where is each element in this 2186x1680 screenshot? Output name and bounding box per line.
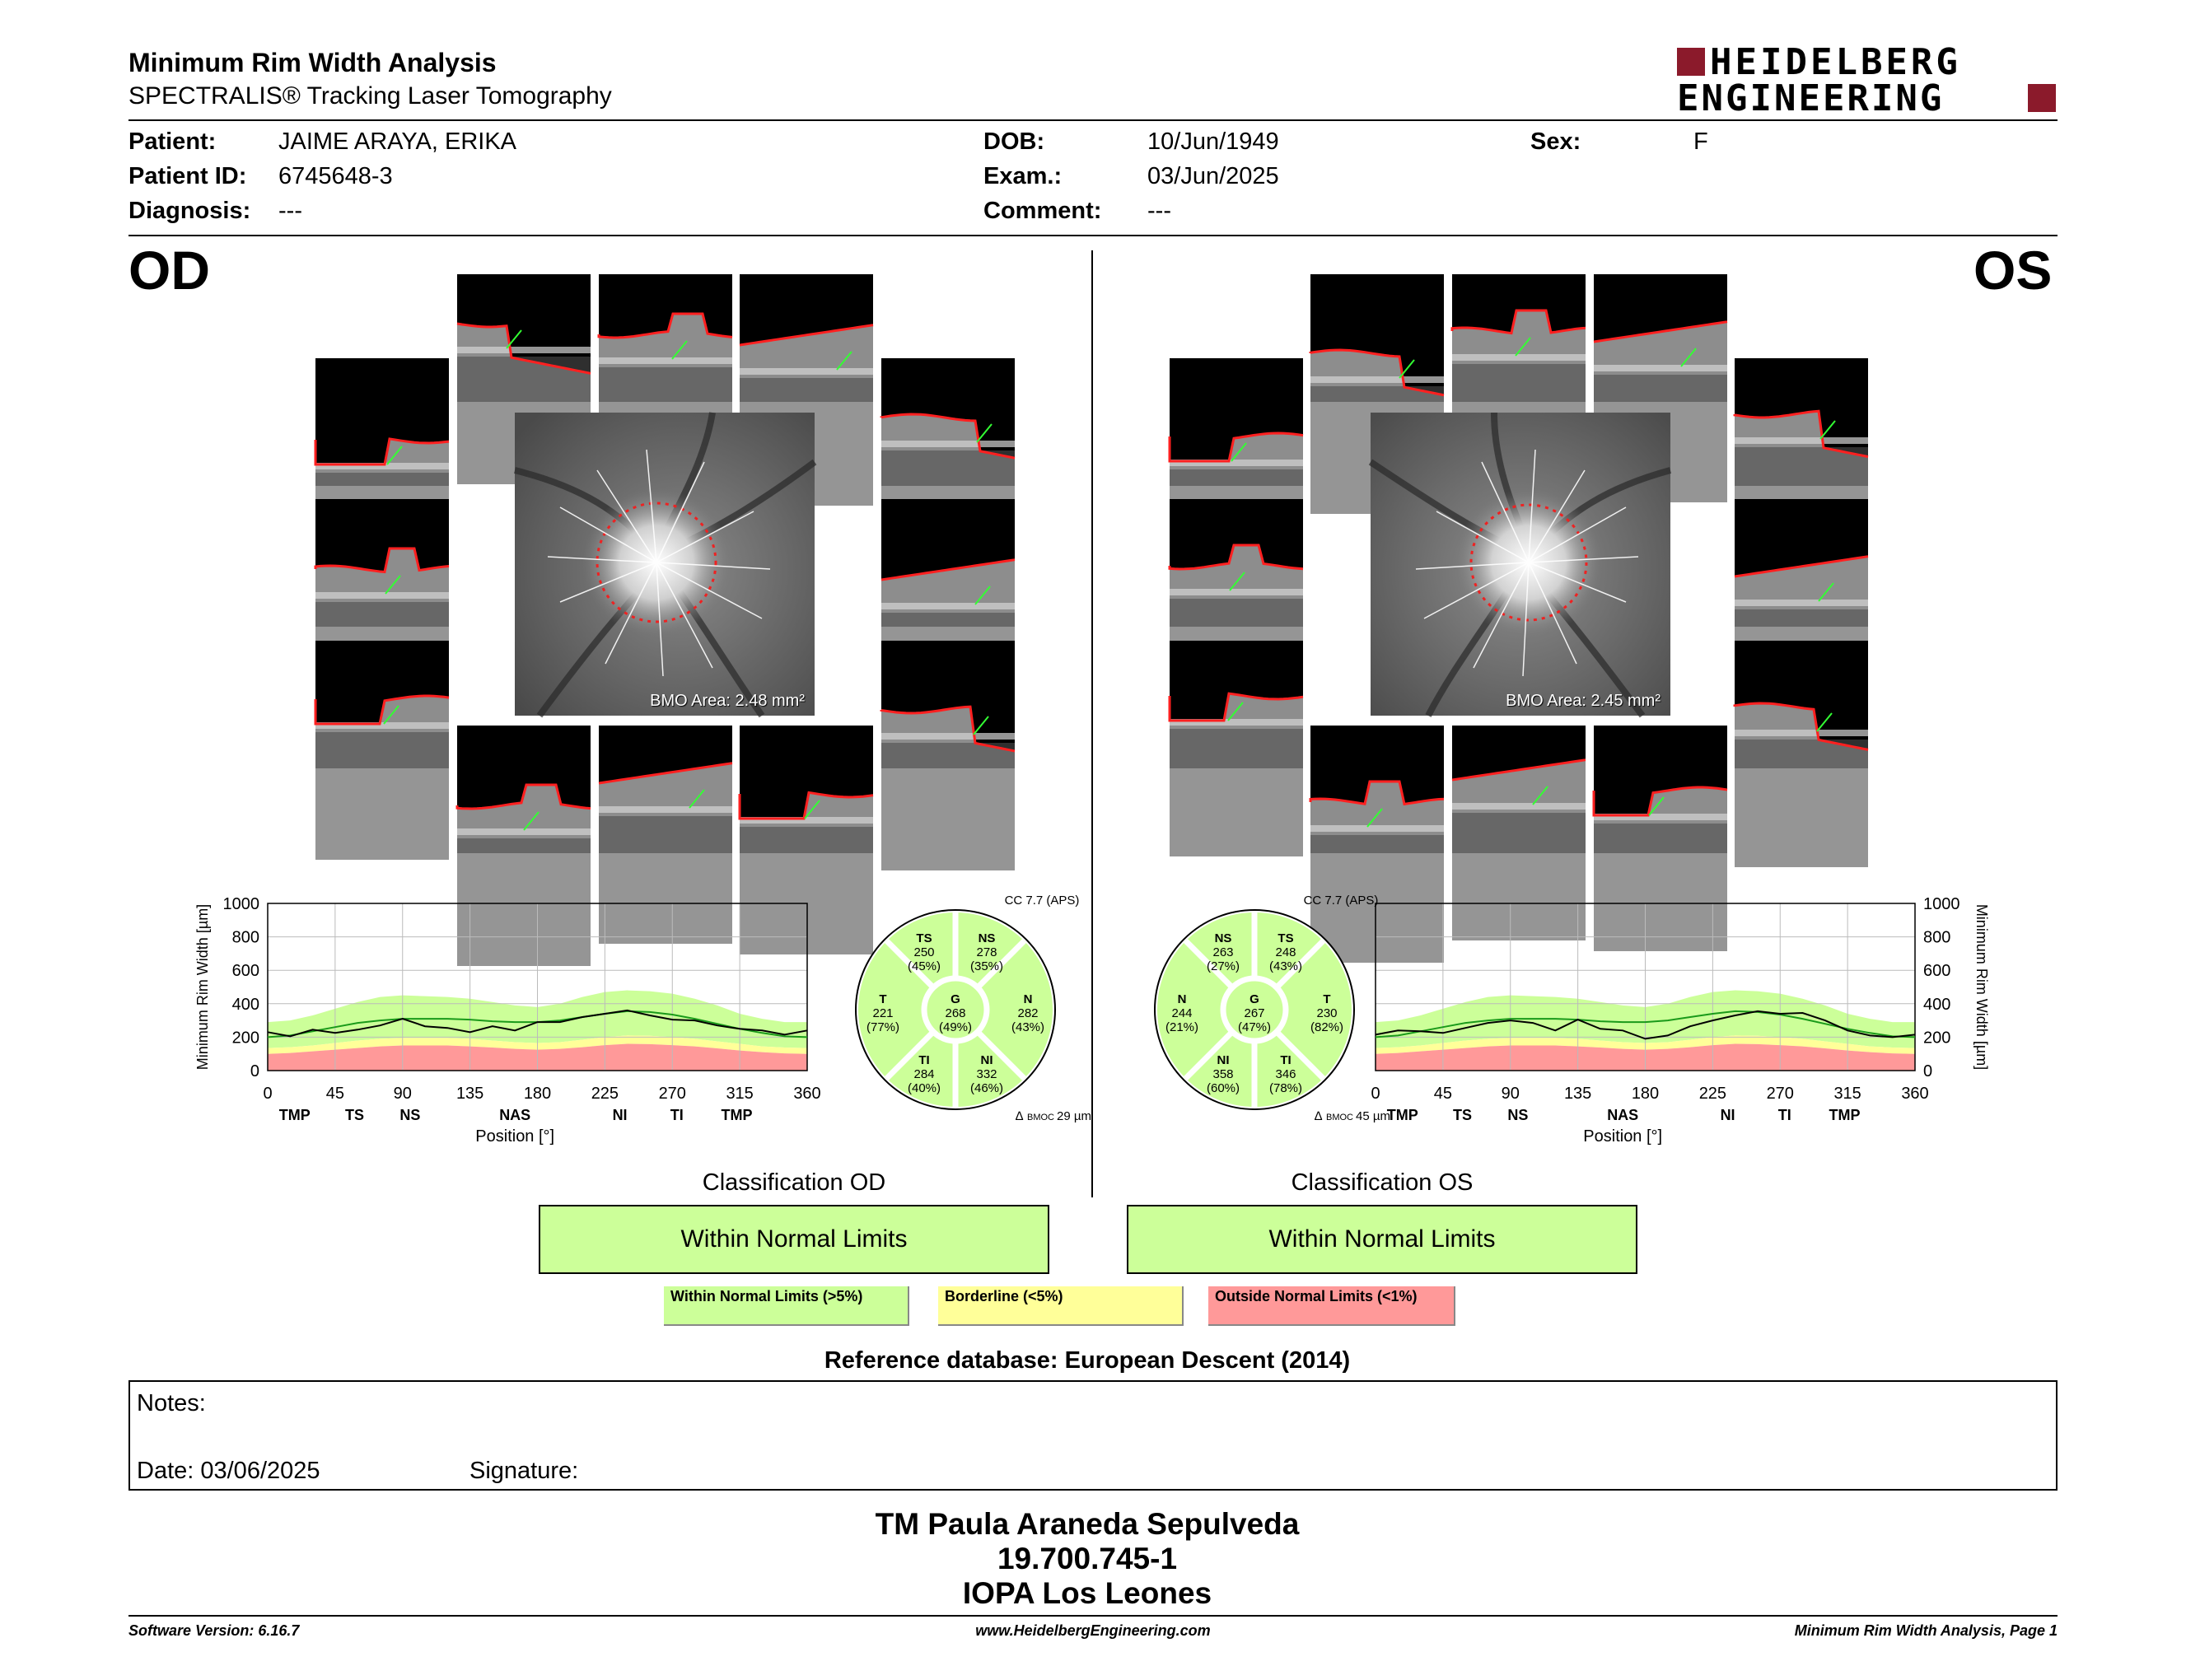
oct-scan-graphic (1735, 641, 1868, 768)
exam-label: Exam.: (983, 163, 1063, 189)
sex: F (1693, 128, 1708, 155)
oct-scan-graphic (881, 358, 1015, 486)
sector-percent: (27%) (1206, 959, 1240, 973)
x-tick-label: 180 (1631, 1085, 1660, 1103)
oct-scan-graphic (315, 499, 449, 627)
oct-deep-layer (1170, 729, 1303, 856)
notes-date: Date: 03/06/2025 (137, 1458, 320, 1484)
legend-outside: Outside Normal Limits (<1%) (1208, 1286, 1455, 1326)
sector-label: G (1249, 992, 1259, 1006)
page-label: Minimum Rim Width Analysis, Page 1 (1794, 1622, 2058, 1639)
y-tick-label: 800 (231, 928, 259, 947)
sector-axis-label: NI (612, 1107, 628, 1123)
patient-id-label: Patient ID: (128, 163, 247, 189)
oct-bscan-od-12 (740, 726, 873, 853)
y-tick-label: 600 (231, 962, 259, 981)
diagnosis: --- (278, 198, 302, 224)
bmoc-label: BMOC (1027, 1113, 1054, 1122)
oct-deep-layer (1735, 740, 1868, 867)
oct-rpe-band (1170, 589, 1303, 595)
oct-scan-graphic (881, 499, 1015, 627)
y-tick-label: 200 (1923, 1029, 1951, 1048)
logo-text-1: HEIDELBERG (1710, 41, 1961, 83)
sector-label: NI (1217, 1053, 1230, 1067)
oct-scan-graphic (315, 358, 449, 486)
sector-value: 230 (1316, 1006, 1338, 1020)
oct-scan-graphic (457, 274, 591, 402)
oct-bscan-os-6 (1170, 499, 1303, 627)
sector-axis-label: NS (399, 1107, 421, 1123)
oct-bscan-os-12 (1594, 726, 1727, 853)
sector-value: 282 (1017, 1006, 1039, 1020)
oct-scan-graphic (1735, 358, 1868, 486)
report-subtitle: SPECTRALIS® Tracking Laser Tomography (128, 82, 612, 110)
oct-bscan-od-4 (315, 358, 449, 486)
x-tick-label: 315 (726, 1085, 754, 1103)
oct-mrw-marker (974, 716, 988, 735)
sector-percent: (60%) (1206, 1081, 1240, 1095)
sector-percent: (43%) (1011, 1020, 1045, 1034)
oct-rpe-band (1735, 730, 1868, 736)
sector-axis-label: NI (1720, 1107, 1735, 1123)
oct-bscan-os-5 (1735, 358, 1868, 486)
fundus-image-od (515, 413, 815, 716)
x-tick-label: 180 (523, 1085, 552, 1103)
sector-label: NS (978, 931, 996, 945)
oct-bscan-os-1 (1310, 274, 1444, 402)
sector-label: TI (918, 1053, 930, 1067)
y-axis-label: Minimum Rim Width [µm] (1973, 903, 1990, 1071)
sector-percent: (49%) (938, 1020, 973, 1034)
oct-rpe-band (1735, 437, 1868, 444)
oct-scan-graphic (740, 726, 873, 853)
sector-pie-os (1135, 888, 1390, 1127)
oct-bscan-od-8 (315, 641, 449, 768)
mrw-chart-svg-od (189, 894, 832, 1174)
oct-rpe-band (1310, 376, 1444, 383)
sector-label: T (1323, 992, 1331, 1006)
oct-bscan-os-11 (1452, 726, 1586, 853)
sector-value: 358 (1212, 1067, 1234, 1081)
sector-pie-svg-os (1135, 888, 1390, 1127)
report-title: Minimum Rim Width Analysis (128, 48, 497, 77)
sector-label: G (951, 992, 960, 1006)
sector-axis-label: NAS (499, 1107, 531, 1123)
oct-bscan-od-11 (599, 726, 732, 853)
sector-percent: (43%) (1268, 959, 1303, 973)
x-tick-label: 360 (1901, 1085, 1929, 1103)
oct-mrw-marker (1820, 421, 1835, 439)
x-tick-label: 90 (1501, 1085, 1520, 1103)
oct-rpe-band (1735, 600, 1868, 606)
fundus-svg-od (515, 413, 815, 716)
reference-database: Reference database: European Descent (2014) (824, 1347, 1351, 1374)
oct-rpe-band (1594, 365, 1727, 371)
x-tick-label: 45 (1433, 1085, 1452, 1103)
comment: --- (1147, 198, 1171, 224)
x-tick-label: 315 (1833, 1085, 1861, 1103)
bmo-area-os: BMO Area: 2.45 mm² (1506, 692, 1661, 710)
oct-deep-layer (881, 743, 1015, 870)
sector-value: 332 (976, 1067, 997, 1081)
y-tick-label: 0 (1923, 1062, 1933, 1080)
mrw-chart-os (1351, 894, 1993, 1174)
signer-name: TM Paula Araneda Sepulveda (875, 1507, 1300, 1541)
y-tick-label: 0 (250, 1062, 259, 1080)
oct-bscan-od-9 (881, 641, 1015, 768)
oct-scan-graphic (315, 641, 449, 768)
sector-value: 278 (976, 945, 997, 959)
legend-borderline: Borderline (<5%) (938, 1286, 1184, 1326)
bmoc-label: BMOC (1326, 1113, 1353, 1122)
oct-scan-graphic (1452, 274, 1586, 402)
y-tick-label: 400 (231, 995, 259, 1014)
footer-divider (128, 1615, 2058, 1617)
x-tick-label: 225 (591, 1085, 619, 1103)
sector-value: 244 (1171, 1006, 1193, 1020)
x-tick-label: 135 (455, 1085, 484, 1103)
signer-org: IOPA Los Leones (962, 1576, 1212, 1610)
x-tick-label: 360 (793, 1085, 821, 1103)
x-tick-label: 270 (1766, 1085, 1794, 1103)
mrw-chart-od (189, 894, 832, 1174)
bmoc-delta-icon: ∆ (1315, 1109, 1323, 1123)
fundus-image-os (1371, 413, 1670, 716)
oct-scan-graphic (599, 726, 732, 853)
x-tick-label: 0 (1371, 1085, 1380, 1103)
classification-title-od: Classification OD (702, 1169, 886, 1196)
bmoc-value: 45 µm (1356, 1109, 1390, 1123)
sector-axis-label: TS (345, 1107, 365, 1123)
oct-scan-graphic (1452, 726, 1586, 853)
software-version: Software Version: 6.16.7 (128, 1622, 300, 1639)
oct-bscan-os-10 (1310, 726, 1444, 853)
legend-normal: Within Normal Limits (>5%) (664, 1286, 909, 1326)
sector-value: 267 (1244, 1006, 1265, 1020)
sector-axis-label: NAS (1607, 1107, 1639, 1123)
bmo-area-od: BMO Area: 2.48 mm² (650, 692, 805, 710)
oct-rpe-band (599, 357, 732, 364)
y-tick-label: 800 (1923, 928, 1951, 947)
sector-label: NI (980, 1053, 993, 1067)
sector-value: 248 (1275, 945, 1296, 959)
oct-bscan-od-7 (881, 499, 1015, 627)
y-tick-label: 1000 (222, 895, 259, 913)
sex-label: Sex: (1530, 128, 1581, 155)
sector-label: TS (1278, 931, 1294, 945)
oct-deep-layer (315, 732, 449, 860)
sector-label: TI (1280, 1053, 1292, 1067)
oct-bscan-os-7 (1735, 499, 1868, 627)
oct-rpe-band (599, 806, 732, 813)
website-link[interactable]: www.HeidelbergEngineering.com (975, 1622, 1211, 1639)
sector-percent: (45%) (907, 959, 941, 973)
diagnosis-label: Diagnosis: (128, 198, 251, 224)
oct-scan-graphic (1170, 499, 1303, 627)
mrw-chart-svg-os (1351, 894, 1993, 1174)
oct-rpe-band (1452, 803, 1586, 810)
sector-label: N (1177, 992, 1187, 1006)
patient-name-label: Patient: (128, 128, 217, 155)
sector-value: 284 (913, 1067, 935, 1081)
patient-id: 6745648-3 (278, 163, 393, 189)
sector-value: 221 (872, 1006, 894, 1020)
sector-percent: (35%) (969, 959, 1004, 973)
y-tick-label: 200 (231, 1029, 259, 1048)
signer-id: 19.700.745-1 (997, 1542, 1178, 1575)
sector-value: 250 (913, 945, 935, 959)
oct-bscan-od-5 (881, 358, 1015, 486)
x-tick-label: 270 (658, 1085, 686, 1103)
oct-bscan-od-6 (315, 499, 449, 627)
sector-label: TS (916, 931, 932, 945)
x-tick-label: 45 (325, 1085, 344, 1103)
x-tick-label: 0 (263, 1085, 273, 1103)
oct-bscan-os-4 (1170, 358, 1303, 486)
y-tick-label: 1000 (1923, 895, 1960, 913)
oct-scan-graphic (1735, 499, 1868, 627)
oct-scan-graphic (1594, 726, 1727, 853)
bmoc-value: 29 µm (1057, 1109, 1091, 1123)
sector-label: N (1023, 992, 1033, 1006)
heidelberg-logo (1677, 43, 2058, 117)
info-divider (128, 235, 2058, 236)
sector-label: T (879, 992, 887, 1006)
x-tick-label: 135 (1563, 1085, 1592, 1103)
oct-rpe-band (315, 592, 449, 599)
signature-label: Signature: (469, 1458, 579, 1484)
sector-percent: (82%) (1310, 1020, 1344, 1034)
sector-percent: (40%) (907, 1081, 941, 1095)
sector-pie-svg-od (836, 888, 1091, 1127)
sector-axis-label: TMP (721, 1107, 753, 1123)
oct-mrw-marker (1817, 713, 1832, 731)
classification-os: Within Normal Limits (1127, 1205, 1637, 1274)
sector-percent: (47%) (1237, 1020, 1272, 1034)
sector-axis-label: TI (670, 1107, 684, 1123)
sector-axis-label: TMP (278, 1107, 311, 1123)
oct-bscan-od-1 (457, 274, 591, 402)
oct-rpe-band (881, 733, 1015, 740)
oct-bscan-od-10 (457, 726, 591, 853)
signer-block (0, 1507, 2174, 1611)
comment-label: Comment: (983, 198, 1102, 224)
oct-bscan-os-2 (1452, 274, 1586, 402)
sector-percent: (78%) (1268, 1081, 1303, 1095)
notes-box (128, 1380, 2058, 1491)
oct-scan-graphic (881, 641, 1015, 768)
oct-scan-graphic (457, 726, 591, 853)
oct-scan-graphic (1310, 726, 1444, 853)
sector-axis-label: TS (1453, 1107, 1473, 1123)
y-axis-label: Minimum Rim Width [µm] (194, 903, 211, 1071)
oct-scan-graphic (1170, 358, 1303, 486)
oct-scan-graphic (740, 274, 873, 402)
exam-date: 03/Jun/2025 (1147, 163, 1279, 189)
center-divider (1091, 250, 1093, 1197)
cc-label: CC 7.7 (APS) (1004, 894, 1080, 908)
sector-axis-label: TI (1777, 1107, 1791, 1123)
classification-od: Within Normal Limits (539, 1205, 1049, 1274)
bmoc-delta-icon: ∆ (1016, 1109, 1024, 1123)
sector-axis-label: NS (1507, 1107, 1529, 1123)
oct-mrw-marker (977, 424, 992, 442)
oct-scan-graphic (599, 274, 732, 402)
x-tick-label: 90 (393, 1085, 412, 1103)
notes-label: Notes: (137, 1390, 206, 1416)
patient-name: JAIME ARAYA, ERIKA (278, 128, 517, 155)
classification-title-os: Classification OS (1291, 1169, 1474, 1196)
header-divider (128, 119, 2058, 121)
sector-percent: (77%) (866, 1020, 900, 1034)
x-axis-label: Position [°] (1583, 1127, 1663, 1146)
sector-pie-od (836, 888, 1091, 1127)
sector-value: 346 (1275, 1067, 1296, 1081)
oct-rpe-band (881, 603, 1015, 609)
oct-bscan-od-2 (599, 274, 732, 402)
dob-label: DOB: (983, 128, 1045, 155)
sector-value: 263 (1212, 945, 1234, 959)
oct-scan-graphic (1170, 641, 1303, 768)
sector-value: 268 (945, 1006, 966, 1020)
sector-axis-label: TMP (1829, 1107, 1861, 1123)
fundus-svg-os (1371, 413, 1670, 716)
oct-rpe-band (881, 441, 1015, 447)
oct-bscan-os-8 (1170, 641, 1303, 768)
sector-percent: (46%) (969, 1081, 1004, 1095)
y-tick-label: 600 (1923, 962, 1951, 981)
oct-rpe-band (740, 368, 873, 375)
oct-scan-graphic (1594, 274, 1727, 402)
logo-text-2: ENGINEERING (1677, 77, 1945, 119)
oct-scan-graphic (1310, 274, 1444, 402)
sector-label: NS (1214, 931, 1232, 945)
cc-label: CC 7.7 (APS) (1303, 894, 1379, 908)
oct-bscan-os-3 (1594, 274, 1727, 402)
sector-percent: (21%) (1165, 1020, 1199, 1034)
x-tick-label: 225 (1698, 1085, 1727, 1103)
oct-bscan-os-9 (1735, 641, 1868, 768)
oct-rpe-band (1310, 825, 1444, 832)
od-eye-label: OD (128, 240, 210, 301)
sector-axis-label: TMP (1386, 1107, 1418, 1123)
oct-bscan-od-3 (740, 274, 873, 402)
os-eye-label: OS (1973, 240, 2053, 301)
oct-rpe-band (1452, 354, 1586, 361)
dob: 10/Jun/1949 (1147, 128, 1279, 155)
y-tick-label: 400 (1923, 995, 1951, 1014)
oct-rpe-band (457, 347, 591, 353)
x-axis-label: Position [°] (475, 1127, 555, 1146)
